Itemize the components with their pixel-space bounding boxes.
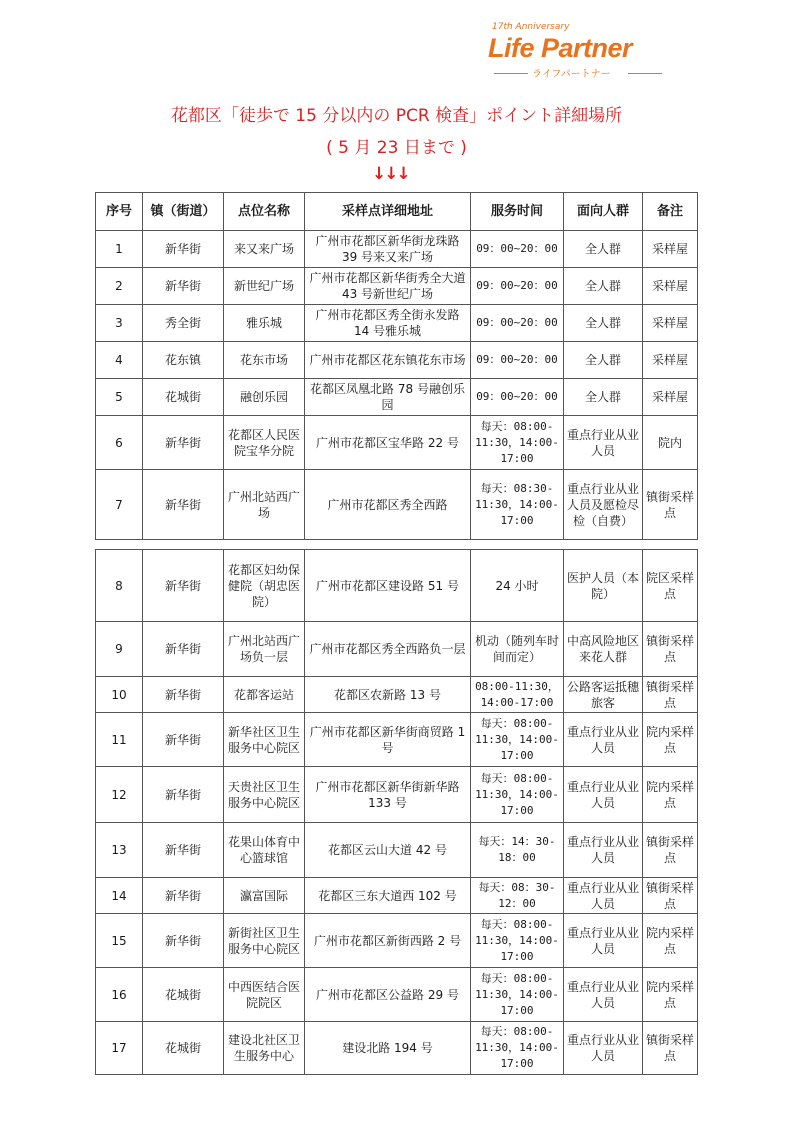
table-row — [96, 968, 698, 1022]
cell-no: 16 — [96, 968, 143, 1022]
cell-target-group: 重点行业从业人员 — [564, 823, 643, 878]
cell-note: 院区采样点 — [643, 550, 698, 622]
cell-service-time: 09：00~20：00 — [471, 342, 564, 379]
cell-target-group: 医护人员（本院） — [564, 550, 643, 622]
cell-service-time: 09：00~20：00 — [471, 305, 564, 342]
cell-no: 15 — [96, 914, 143, 968]
cell-service-time: 每天：08:00-11:30，14:00-17:00 — [471, 968, 564, 1022]
cell-no: 7 — [96, 470, 143, 540]
cell-service-time: 每天：08:00-11:30，14:00-17:00 — [471, 416, 564, 470]
cell-site-name: 中西医结合医院院区 — [224, 968, 305, 1022]
cell-street: 新华街 — [143, 677, 224, 713]
cell-service-time: 每天：14：30-18：00 — [471, 823, 564, 878]
cell-note: 院内采样点 — [643, 968, 698, 1022]
cell-service-time: 每天：08:00-11:30，14:00-17:00 — [471, 767, 564, 823]
cell-target-group: 全人群 — [564, 379, 643, 416]
cell-service-time: 每天：08:00-11:30，14:00-17:00 — [471, 1022, 564, 1075]
cell-site-name: 新街社区卫生服务中心院区 — [224, 914, 305, 968]
cell-target-group: 公路客运抵穗旅客 — [564, 677, 643, 713]
cell-no: 1 — [96, 231, 143, 268]
pcr-sites-table-page1 — [95, 192, 698, 540]
table-row — [96, 550, 698, 622]
cell-no: 2 — [96, 268, 143, 305]
cell-street: 新华街 — [143, 470, 224, 540]
cell-address: 广州市花都区花东镇花东市场 — [305, 342, 471, 379]
cell-note: 院内采样点 — [643, 713, 698, 767]
cell-street: 新华街 — [143, 268, 224, 305]
cell-note: 镇街采样点 — [643, 677, 698, 713]
cell-no: 14 — [96, 878, 143, 914]
cell-target-group: 全人群 — [564, 268, 643, 305]
cell-site-name: 新华社区卫生服务中心院区 — [224, 713, 305, 767]
cell-address: 广州市花都区新华街秀全大道 43 号新世纪广场 — [305, 268, 471, 305]
cell-no: 13 — [96, 823, 143, 878]
cell-street: 花东镇 — [143, 342, 224, 379]
kana-divider-left — [494, 73, 528, 74]
table-row — [96, 268, 698, 305]
cell-service-time: 每天：08:00-11:30，14:00-17:00 — [471, 914, 564, 968]
cell-target-group: 重点行业从业人员 — [564, 713, 643, 767]
cell-address: 花都区农新路 13 号 — [305, 677, 471, 713]
cell-target-group: 重点行业从业人员 — [564, 767, 643, 823]
table-row — [96, 470, 698, 540]
cell-street: 花城街 — [143, 1022, 224, 1075]
cell-note: 镇街采样点 — [643, 470, 698, 540]
table-row — [96, 878, 698, 914]
cell-address: 花都区凤凰北路 78 号融创乐园 — [305, 379, 471, 416]
cell-no: 3 — [96, 305, 143, 342]
table-row — [96, 677, 698, 713]
cell-no: 17 — [96, 1022, 143, 1075]
cell-street: 新华街 — [143, 823, 224, 878]
table-row — [96, 823, 698, 878]
cell-target-group: 全人群 — [564, 342, 643, 379]
cell-site-name: 来又来广场 — [224, 231, 305, 268]
life-partner-logo — [488, 22, 678, 84]
cell-service-time: 08:00-11:30，14:00-17:00 — [471, 677, 564, 713]
pcr-sites-table-page2 — [95, 549, 698, 1075]
table-row — [96, 914, 698, 968]
table-row — [96, 231, 698, 268]
cell-target-group: 全人群 — [564, 231, 643, 268]
table-row — [96, 305, 698, 342]
header-cell: 面向人群 — [564, 193, 643, 231]
table-row — [96, 416, 698, 470]
header-cell: 服务时间 — [471, 193, 564, 231]
header-cell: 备注 — [643, 193, 698, 231]
cell-target-group: 重点行业从业人员 — [564, 1022, 643, 1075]
cell-target-group: 中高风险地区来花人群 — [564, 622, 643, 677]
cell-street: 新华街 — [143, 622, 224, 677]
cell-address: 花都区云山大道 42 号 — [305, 823, 471, 878]
cell-site-name: 花果山体育中心篮球馆 — [224, 823, 305, 878]
cell-street: 新华街 — [143, 914, 224, 968]
cell-address: 广州市花都区秀全西路负一层 — [305, 622, 471, 677]
cell-no: 8 — [96, 550, 143, 622]
cell-site-name: 瀛富国际 — [224, 878, 305, 914]
down-arrows-icon: ↓↓↓ — [372, 164, 409, 184]
cell-service-time: 每天：08:30-11:30，14:00-17:00 — [471, 470, 564, 540]
cell-service-time: 24 小时 — [471, 550, 564, 622]
cell-street: 新华街 — [143, 767, 224, 823]
cell-address: 广州市花都区新街西路 2 号 — [305, 914, 471, 968]
cell-note: 镇街采样点 — [643, 878, 698, 914]
cell-site-name: 花都客运站 — [224, 677, 305, 713]
table-row — [96, 622, 698, 677]
brand-kana-row — [488, 65, 668, 81]
cell-site-name: 雅乐城 — [224, 305, 305, 342]
page-title: 花都区「徒歩で 15 分以内の PCR 検査」ポイント詳細場所 — [170, 106, 623, 126]
cell-no: 11 — [96, 713, 143, 767]
cell-target-group: 重点行业从业人员 — [564, 878, 643, 914]
kana-divider-right — [628, 73, 662, 74]
table-header-row — [96, 193, 698, 231]
cell-address: 广州市花都区宝华路 22 号 — [305, 416, 471, 470]
cell-address: 广州市花都区秀全街永发路 14 号雅乐城 — [305, 305, 471, 342]
cell-address: 广州市花都区新华街龙珠路 39 号来又来广场 — [305, 231, 471, 268]
cell-target-group: 重点行业从业人员 — [564, 914, 643, 968]
cell-street: 新华街 — [143, 550, 224, 622]
anniversary-label: 17th Anniversary — [492, 22, 570, 32]
header-cell: 序号 — [96, 193, 143, 231]
cell-note: 镇街采样点 — [643, 823, 698, 878]
header-cell: 采样点详细地址 — [305, 193, 471, 231]
cell-street: 花城街 — [143, 968, 224, 1022]
cell-service-time: 每天：08：30-12：00 — [471, 878, 564, 914]
cell-address: 广州市花都区公益路 29 号 — [305, 968, 471, 1022]
cell-note: 镇街采样点 — [643, 622, 698, 677]
cell-address: 广州市花都区建设路 51 号 — [305, 550, 471, 622]
cell-site-name: 广州北站西广场负一层 — [224, 622, 305, 677]
cell-street: 花城街 — [143, 379, 224, 416]
cell-no: 6 — [96, 416, 143, 470]
cell-site-name: 广州北站西广场 — [224, 470, 305, 540]
cell-site-name: 花都区人民医院宝华分院 — [224, 416, 305, 470]
cell-target-group: 全人群 — [564, 305, 643, 342]
cell-site-name: 新世纪广场 — [224, 268, 305, 305]
table-row — [96, 1022, 698, 1075]
header-cell: 点位名称 — [224, 193, 305, 231]
cell-street: 新华街 — [143, 231, 224, 268]
cell-note: 采样屋 — [643, 231, 698, 268]
cell-service-time: 机动（随列车时间而定） — [471, 622, 564, 677]
page-subtitle-date: ( 5 月 23 日まで ) — [326, 138, 467, 158]
cell-note: 院内采样点 — [643, 767, 698, 823]
cell-service-time: 09：00~20：00 — [471, 379, 564, 416]
cell-no: 10 — [96, 677, 143, 713]
cell-no: 12 — [96, 767, 143, 823]
cell-address: 建设北路 194 号 — [305, 1022, 471, 1075]
cell-note: 采样屋 — [643, 268, 698, 305]
cell-note: 院内采样点 — [643, 914, 698, 968]
cell-service-time: 每天：08:00-11:30，14:00-17:00 — [471, 713, 564, 767]
cell-address: 广州市花都区秀全西路 — [305, 470, 471, 540]
table-row — [96, 342, 698, 379]
cell-site-name: 花东市场 — [224, 342, 305, 379]
table-row — [96, 767, 698, 823]
cell-note: 采样屋 — [643, 379, 698, 416]
cell-note: 采样屋 — [643, 305, 698, 342]
cell-target-group: 重点行业从业人员及愿检尽检（自费） — [564, 470, 643, 540]
cell-service-time: 09：00~20：00 — [471, 268, 564, 305]
cell-note: 院内 — [643, 416, 698, 470]
table-row — [96, 379, 698, 416]
cell-street: 秀全街 — [143, 305, 224, 342]
cell-street: 新华街 — [143, 713, 224, 767]
cell-street: 新华街 — [143, 416, 224, 470]
cell-no: 5 — [96, 379, 143, 416]
brand-name: Life Partner — [488, 33, 633, 63]
cell-address: 广州市花都区新华街商贸路 1 号 — [305, 713, 471, 767]
cell-no: 4 — [96, 342, 143, 379]
cell-target-group: 重点行业从业人员 — [564, 968, 643, 1022]
cell-address: 花都区三东大道西 102 号 — [305, 878, 471, 914]
cell-note: 采样屋 — [643, 342, 698, 379]
cell-site-name: 花都区妇幼保健院（胡忠医院） — [224, 550, 305, 622]
cell-street: 新华街 — [143, 878, 224, 914]
cell-service-time: 09：00~20：00 — [471, 231, 564, 268]
cell-no: 9 — [96, 622, 143, 677]
header-cell: 镇（街道） — [143, 193, 224, 231]
cell-site-name: 建设北社区卫生服务中心 — [224, 1022, 305, 1075]
cell-site-name: 天贵社区卫生服务中心院区 — [224, 767, 305, 823]
cell-target-group: 重点行业从业人员 — [564, 416, 643, 470]
cell-note: 镇街采样点 — [643, 1022, 698, 1075]
cell-site-name: 融创乐园 — [224, 379, 305, 416]
table-row — [96, 713, 698, 767]
brand-kana: ライフパートナー — [532, 69, 611, 80]
cell-address: 广州市花都区新华街新华路 133 号 — [305, 767, 471, 823]
